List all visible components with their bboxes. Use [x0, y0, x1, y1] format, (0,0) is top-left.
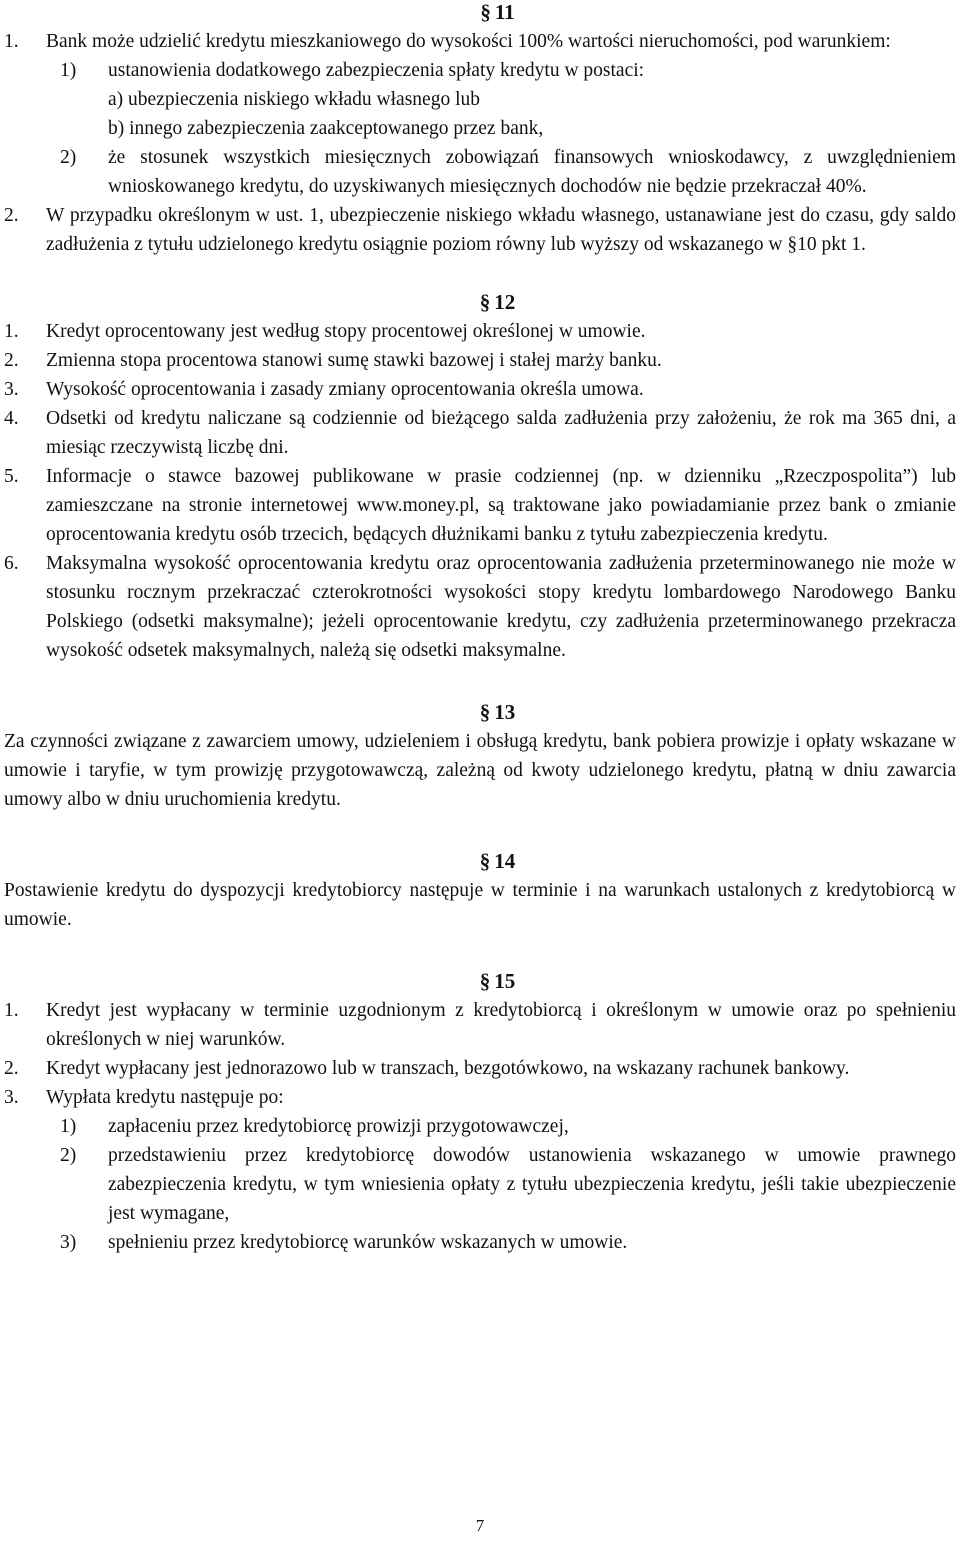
point-number: 1) — [60, 1116, 77, 1137]
section-number: 13 — [494, 700, 516, 724]
section-symbol: § — [479, 969, 491, 993]
section-symbol: § — [479, 849, 491, 873]
section-heading-11 — [35, 0, 960, 27]
point-11-1-2 — [0, 143, 960, 201]
item-number: 2. — [4, 1058, 19, 1079]
item-text: Wypłata kredytu następuje po: — [46, 1087, 284, 1108]
point-number: 2) — [60, 1145, 77, 1166]
paragraph-12-4 — [0, 404, 960, 462]
paragraph-12-1 — [0, 317, 960, 346]
paragraph-12-5 — [0, 462, 960, 549]
letter-point-b: b) innego zabezpieczenia zaakceptowanego przez bank, — [108, 118, 544, 139]
point-15-3-2 — [0, 1141, 960, 1228]
item-text: Bank może udzielić kredytu mieszkaniowego do wysokości 100% wartości nieruchomości, pod warunkiem: — [46, 31, 891, 52]
paragraph-12-6 — [0, 549, 960, 665]
item-number: 4. — [4, 408, 19, 429]
point-11-1-1 — [0, 56, 960, 85]
item-text: Kredyt oprocentowany jest według stopy procentowej określonej w umowie. — [46, 321, 646, 342]
section-number: 15 — [494, 969, 516, 993]
paragraph-13: Za czynności związane z zawarciem umowy, udzieleniem i obsługą kredytu, bank pobiera prowizje i opłaty wskazane w umowie i taryfie, w tym prowizję przygotowawczą, zależną od kwoty udzielonego kredytu, płatną w dniu zawarcia umowy albo w dniu uruchomienia kredytu. — [4, 731, 956, 810]
item-number: 1. — [4, 321, 19, 342]
section-symbol: § — [479, 290, 491, 314]
paragraph-15-1 — [0, 996, 960, 1054]
item-text: Zmienna stopa procentowa stanowi sumę stawki bazowej i stałej marży banku. — [46, 350, 662, 371]
section-number: 12 — [494, 290, 516, 314]
item-number: 2. — [4, 205, 19, 226]
point-text: spełnieniu przez kredytobiorcę warunków wskazanych w umowie. — [108, 1232, 628, 1253]
point-15-3-1 — [0, 1112, 960, 1141]
point-15-3-3 — [0, 1228, 960, 1257]
page-number: 7 — [475, 1516, 485, 1535]
paragraph-11-1 — [0, 27, 960, 56]
item-text: Maksymalna wysokość oprocentowania kredytu oraz oprocentowania zadłużenia przeterminowanego nie może w stosunku rocznym przekraczać czterokrotności wysokości stopy kredytu lombardowego Narodowego Banku Polskiego (odsetki maksymalne); jeżeli oprocentowanie kredytu, czy zadłużenia przeterminowanego przekracza wysokość odsetek maksymalnych, należą się odsetki maksymalne. — [46, 553, 956, 661]
item-text: Kredyt jest wypłacany w terminie uzgodnionym z kredytobiorcą i określonym w umowie oraz po spełnieniu określonych w niej warunków. — [46, 1000, 956, 1050]
section-heading-15 — [35, 967, 960, 996]
item-number: 6. — [4, 553, 19, 574]
point-number: 2) — [60, 147, 77, 168]
paragraph-15-3 — [0, 1083, 960, 1112]
point-text: przedstawieniu przez kredytobiorcę dowodów ustanowienia wskazanego w umowie prawnego zabezpieczenia kredytu, w tym wniesienia opłaty z tytułu ubezpieczenia kredytu, jeśli takie ubezpieczenie jest wymagane, — [108, 1145, 956, 1224]
item-number: 5. — [4, 466, 19, 487]
section-heading-14 — [35, 847, 960, 876]
point-number: 1) — [60, 60, 77, 81]
letter-point-a: a) ubezpieczenia niskiego wkładu własnego lub — [108, 89, 480, 110]
item-text: Wysokość oprocentowania i zasady zmiany oprocentowania określa umowa. — [46, 379, 644, 400]
section-heading-12 — [35, 288, 960, 317]
section-heading-13 — [35, 698, 960, 727]
paragraph-12-3 — [0, 375, 960, 404]
paragraph-14: Postawienie kredytu do dyspozycji kredytobiorcy następuje w terminie i na warunkach ustalonych z kredytobiorcą w umowie. — [4, 880, 956, 930]
section-symbol: § — [479, 700, 491, 724]
item-number: 1. — [4, 1000, 19, 1021]
paragraph-12-2 — [0, 346, 960, 375]
item-number: 3. — [4, 379, 19, 400]
spacer — [0, 814, 960, 847]
point-number: 3) — [60, 1232, 77, 1253]
section-number: 11 — [494, 0, 515, 24]
paragraph-15-2 — [0, 1054, 960, 1083]
point-text: że stosunek wszystkich miesięcznych zobowiązań finansowych wnioskodawcy, z uwzględnieniem wnioskowanego kredytu, do uzyskiwanych miesięcznych dochodów nie będzie przekraczał 40%. — [108, 147, 956, 197]
item-text: Kredyt wypłacany jest jednorazowo lub w transzach, bezgotówkowo, na wskazany rachunek bankowy. — [46, 1058, 850, 1079]
spacer — [0, 259, 960, 288]
spacer — [0, 934, 960, 967]
item-text: Odsetki od kredytu naliczane są codziennie od bieżącego salda zadłużenia przy założeniu, że rok ma 365 dni, a miesiąc rzeczywistą liczbę dni. — [46, 408, 956, 458]
item-number: 1. — [4, 31, 19, 52]
item-text: Informacje o stawce bazowej publikowane w prasie codziennej (np. w dzienniku „Rzeczpospolita”) lub zamieszczane na stronie internetowej www.money.pl, są traktowane jako powiadamianie przez bank o zmianie oprocentowania kredytu osób trzecich, będących dłużnikami banku z tytułu zabezpieczenia kredytu. — [46, 466, 956, 545]
section-symbol: § — [480, 0, 491, 24]
item-text: W przypadku określonym w ust. 1, ubezpieczenie niskiego wkładu własnego, ustanawiane jest do czasu, gdy saldo zadłużenia z tytułu udzielonego kredytu osiągnie poziom równy lub wyższy od wskazanego w §10 pkt 1. — [46, 205, 956, 255]
item-number: 2. — [4, 350, 19, 371]
point-text: zapłaceniu przez kredytobiorcę prowizji przygotowawczej, — [108, 1116, 569, 1137]
item-number: 3. — [4, 1087, 19, 1108]
point-text: ustanowienia dodatkowego zabezpieczenia spłaty kredytu w postaci: — [108, 60, 645, 81]
paragraph-11-2 — [0, 201, 960, 259]
section-number: 14 — [494, 849, 516, 873]
spacer — [0, 665, 960, 698]
